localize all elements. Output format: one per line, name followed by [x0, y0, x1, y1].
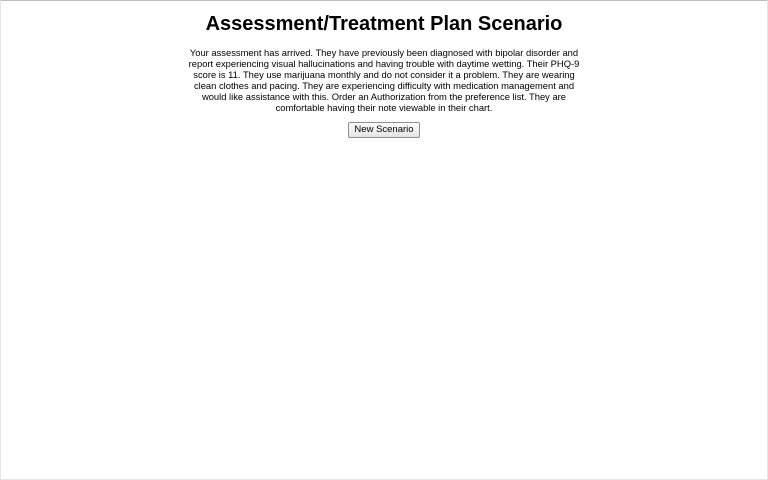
new-scenario-button[interactable]: New Scenario: [348, 122, 420, 138]
scenario-description: Your assessment has arrived. They have previously been diagnosed with bipolar disorder and report experiencing visual hallucinations and having trouble with daytime wetting. Their PHQ-9 score is 11. They use marijuana monthly and do not consider it a problem. They are wearing clean clothes and pacing. They are experiencing difficulty with medication management and would like assistance with this. Order an Authorization from the preference list. They are comfortable having their note viewable in their chart.: [188, 47, 580, 113]
page-title: Assessment/Treatment Plan Scenario: [205, 13, 563, 35]
